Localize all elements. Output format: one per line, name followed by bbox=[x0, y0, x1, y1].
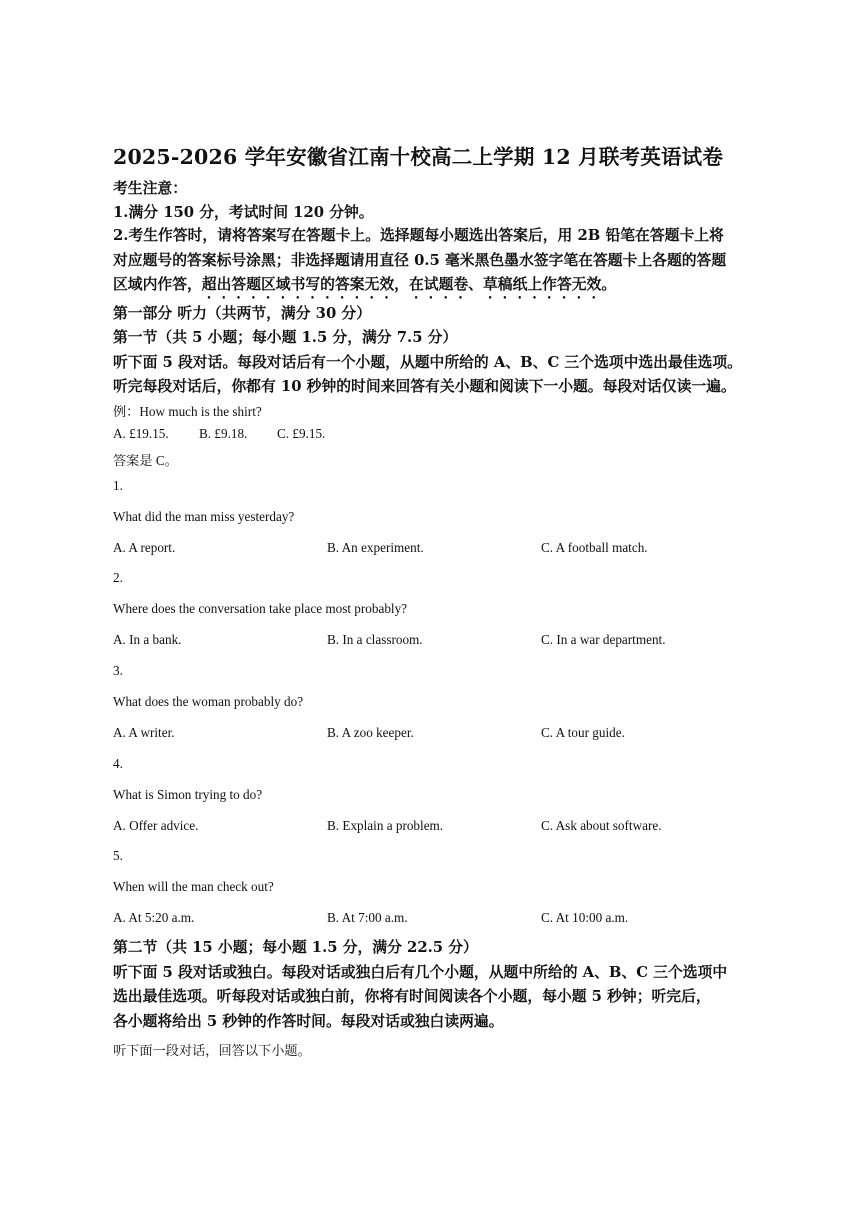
option-b: B. At 7:00 a.m. bbox=[327, 910, 408, 925]
section2-instructions-line-1: 听下面 5 段对话或独白。每段对话或独白后有几个小题，从题中所给的 A、B、C 三个选项中 bbox=[113, 964, 728, 981]
option-c: C. At 10:00 a.m. bbox=[541, 910, 629, 925]
question-text: What is Simon trying to do? bbox=[113, 787, 263, 802]
question-text: What did the man miss yesterday? bbox=[113, 509, 295, 524]
question-number: 3. bbox=[113, 663, 123, 678]
section2-instructions-line-2: 选出最佳选项。听每段对话或独白前，你将有时间阅读各个小题，每小题 5 秒钟；听完后， bbox=[113, 988, 711, 1005]
option-b: B. A zoo keeper. bbox=[327, 725, 414, 740]
question-number: 4. bbox=[113, 756, 123, 771]
option-a: A. A writer. bbox=[113, 725, 175, 740]
notice-heading: 考生注意： bbox=[113, 180, 187, 197]
example-question: 例：How much is the shirt? bbox=[113, 404, 262, 419]
question-number: 5. bbox=[113, 848, 123, 863]
example-option-a: A. £19.15. bbox=[113, 426, 169, 441]
option-c: C. A tour guide. bbox=[541, 725, 625, 740]
option-c: C. Ask about software. bbox=[541, 818, 662, 833]
question-options bbox=[113, 725, 753, 743]
notice-emphasis-1: 超出答题区域书写的答案无效 bbox=[201, 276, 395, 293]
option-a: A. A report. bbox=[113, 540, 176, 555]
notice-item-1: 1.满分 150 分，考试时间 120 分钟。 bbox=[113, 204, 374, 221]
option-a: A. Offer advice. bbox=[113, 818, 199, 833]
section2-lead: 听下面一段对话，回答以下小题。 bbox=[113, 1043, 311, 1058]
exam-title: 2025-2026 学年安徽省江南十校高二上学期 12 月联考英语试卷 bbox=[113, 145, 724, 169]
option-b: B. In a classroom. bbox=[327, 632, 423, 647]
option-c: C. In a war department. bbox=[541, 632, 666, 647]
question-options bbox=[113, 632, 753, 650]
question-number: 1. bbox=[113, 478, 123, 493]
option-b: B. Explain a problem. bbox=[327, 818, 444, 833]
notice-item-2-line-1: 2.考生作答时，请将答案写在答题卡上。选择题每小题选出答案后，用 2B 铅笔在答题卡上将 bbox=[113, 227, 724, 244]
question-text: What does the woman probably do? bbox=[113, 694, 304, 709]
example-answer: 答案是 C。 bbox=[113, 453, 178, 468]
question-options bbox=[113, 910, 753, 928]
option-b: B. An experiment. bbox=[327, 540, 424, 555]
question-options bbox=[113, 818, 753, 836]
part1-heading: 第一部分 听力（共两节，满分 30 分） bbox=[113, 305, 372, 322]
section2-instructions-line-3: 各小题将给出 5 秒钟的作答时间。每段对话或独白读两遍。 bbox=[113, 1013, 504, 1030]
notice-comma: ， bbox=[394, 276, 409, 293]
notice-item-2-line-3 bbox=[113, 273, 616, 302]
section2-heading: 第二节（共 15 小题；每小题 1.5 分，满分 22.5 分） bbox=[113, 939, 478, 956]
section1-heading: 第一节（共 5 小题；每小题 1.5 分，满分 7.5 分） bbox=[113, 329, 458, 346]
notice-period: 。 bbox=[601, 276, 617, 293]
option-a: A. At 5:20 a.m. bbox=[113, 910, 195, 925]
section1-instructions-line-2: 听完每段对话后，你都有 10 秒钟的时间来回答有关小题和阅读下一小题。每段对话仅读一遍。 bbox=[113, 378, 736, 395]
option-c: C. A football match. bbox=[541, 540, 648, 555]
notice-text: 区域内作答， bbox=[113, 276, 202, 293]
option-a: A. In a bank. bbox=[113, 632, 182, 647]
question-number: 2. bbox=[113, 570, 123, 585]
notice-emphasis-2: 在试题卷、草稿纸上作答无效 bbox=[408, 276, 602, 293]
example-option-c: C. £9.15. bbox=[277, 426, 326, 441]
question-options bbox=[113, 540, 753, 558]
question-text: Where does the conversation take place most probably? bbox=[113, 601, 408, 616]
notice-item-2-line-2: 对应题号的答案标号涂黑；非选择题请用直径 0.5 毫米黑色墨水签字笔在答题卡上各题的答题 bbox=[113, 252, 727, 269]
section1-instructions-line-1: 听下面 5 段对话。每段对话后有一个小题，从题中所给的 A、B、C 三个选项中选出最佳选项。 bbox=[113, 354, 742, 371]
example-options bbox=[113, 426, 413, 444]
question-text: When will the man check out? bbox=[113, 879, 274, 894]
example-option-b: B. £9.18. bbox=[199, 426, 248, 441]
